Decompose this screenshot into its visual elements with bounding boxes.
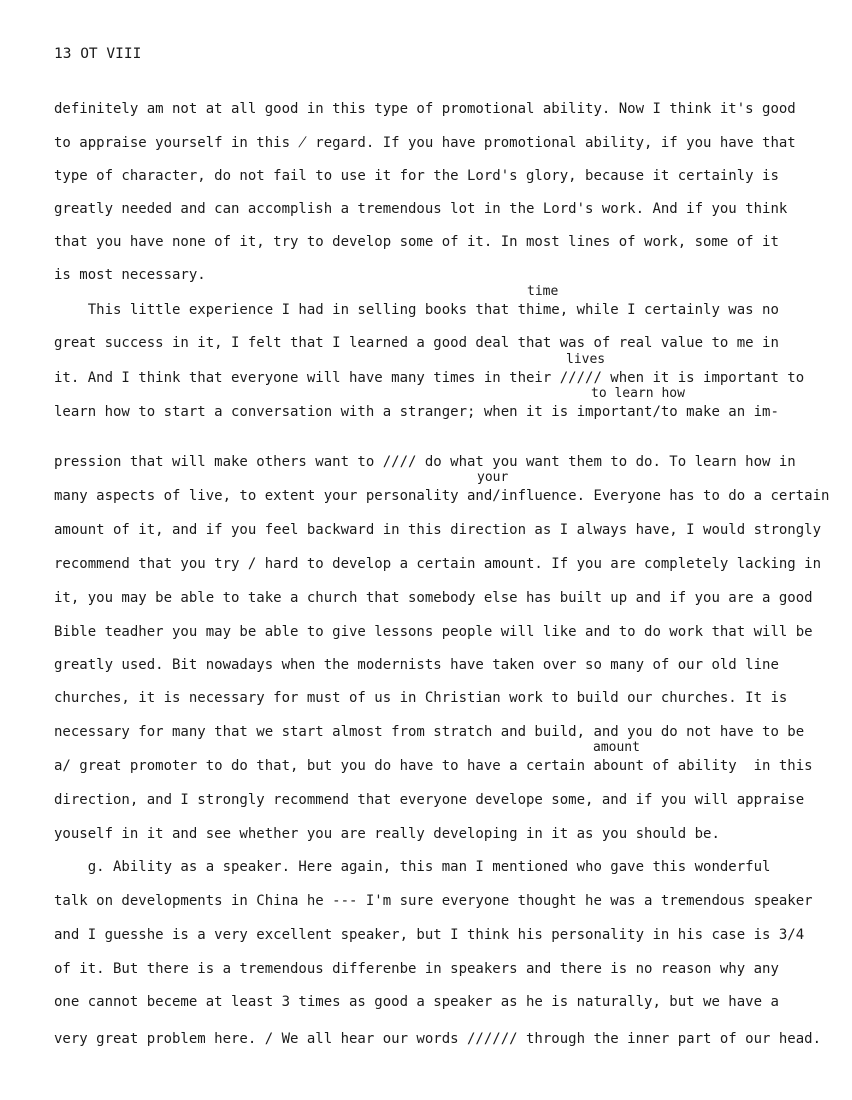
text-line: talk on developments in China he --- I'm sure everyone thought he was a tremendous speaker [54, 893, 813, 909]
text-line: type of character, do not fail to use it for the Lord's glory, because it certainly is [54, 168, 779, 184]
page-header: 13 OT VIII [54, 46, 142, 62]
text-line: direction, and I strongly recommend that everyone develope some, and if you will appraise [54, 792, 805, 808]
text-line: necessary for many that we start almost from stratch and build, and you do not have to be [54, 724, 805, 740]
text-line: greatly needed and can accomplish a tremendous lot in the Lord's work. And if you think [54, 201, 788, 217]
text-line: youself in it and see whether you are really developing in it as you should be. [54, 826, 720, 842]
text-line: recommend that you try / hard to develop a certain amount. If you are completely lacking in [54, 556, 822, 572]
interlinear-insertion: amount [593, 740, 640, 755]
interlinear-insertion: time [527, 284, 559, 299]
text-line: it. And I think that everyone will have many times in their ///// when it is important to [54, 370, 805, 386]
text-line: and I guesshe is a very excellent speaker, but I think his personality in his case is 3/4 [54, 927, 805, 943]
text-line: amount of it, and if you feel backward in this direction as I always have, I would strongly [54, 522, 822, 538]
text-line: greatly used. Bit nowadays when the modernists have taken over so many of our old line [54, 657, 779, 673]
text-line: very great problem here. / We all hear our words ////// through the inner part of our head. [54, 1031, 822, 1047]
text-line: many aspects of live, to extent your personality and/influence. Everyone has to do a certain [54, 488, 830, 504]
text-line: Bible teadher you may be able to give lessons people will like and to do work that will be [54, 624, 813, 640]
interlinear-insertion: lives [566, 352, 606, 367]
text-line: one cannot beceme at least 3 times as good a speaker as he is naturally, but we have a [54, 994, 779, 1010]
text-line: a/ great promoter to do that, but you do have to have a certain abount of ability in this [54, 758, 813, 774]
text-line: This little experience I had in selling books that thime, while I certainly was no [54, 302, 779, 318]
text-line: pression that will make others want to //// do what you want them to do. To learn how in [54, 454, 796, 470]
text-line: churches, it is necessary for must of us in Christian work to build our churches. It is [54, 690, 788, 706]
text-line: to appraise yourself in this ̸ regard. If you have promotional ability, if you have that [54, 135, 796, 151]
text-line: g. Ability as a speaker. Here again, this man I mentioned who gave this wonderful [54, 859, 771, 875]
text-line: is most necessary. [54, 267, 206, 283]
text-line: great success in it, I felt that I learned a good deal that was of real value to me in [54, 335, 779, 351]
text-line: of it. But there is a tremendous differenbe in speakers and there is no reason why any [54, 961, 779, 977]
text-line: learn how to start a conversation with a stranger; when it is important/to make an im- [54, 404, 779, 420]
interlinear-insertion: to learn how [591, 386, 685, 401]
interlinear-insertion: your [477, 470, 509, 485]
text-line: that you have none of it, try to develop some of it. In most lines of work, some of it [54, 234, 779, 250]
text-line: it, you may be able to take a church that somebody else has built up and if you are a good [54, 590, 813, 606]
text-line: definitely am not at all good in this type of promotional ability. Now I think it's good [54, 101, 796, 117]
